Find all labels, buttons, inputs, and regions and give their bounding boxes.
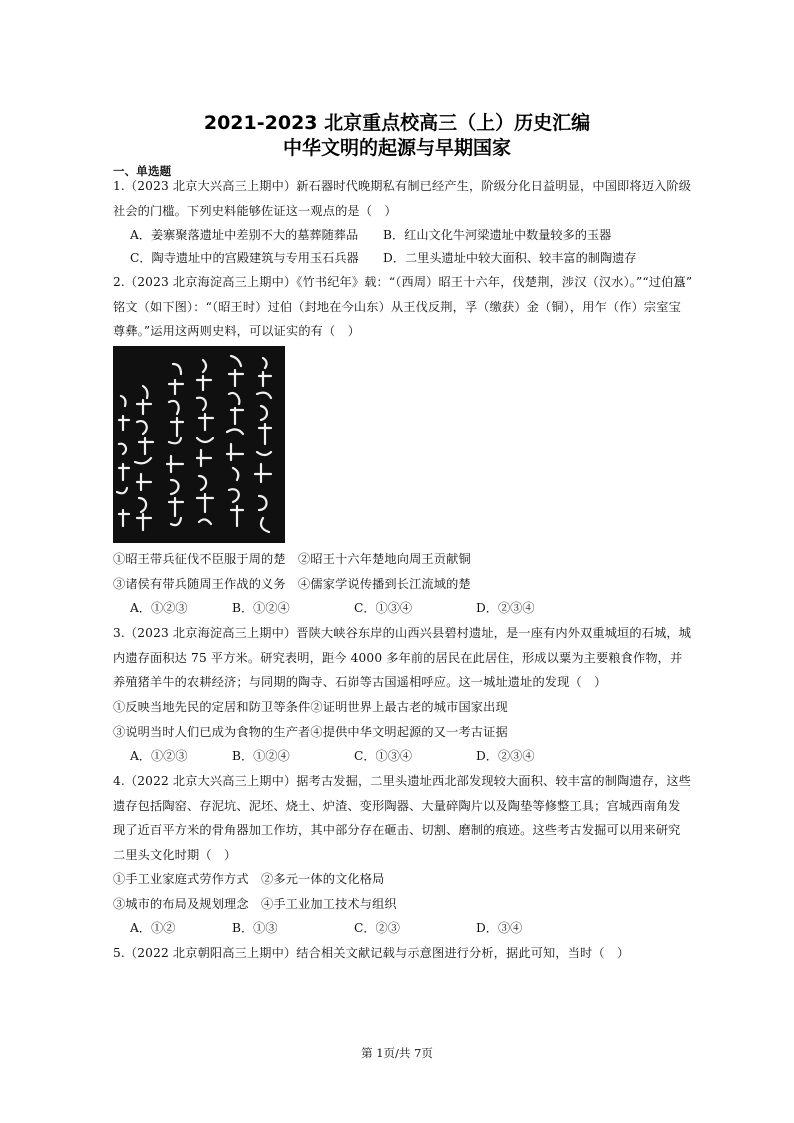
q3-stem-line2: 内遗存面积达 75 平方米。研究表明，距今 4000 多年前的居民在此居住，形成以粟为主要粮食作物，并: [113, 651, 683, 665]
document-subtitle: 中华文明的起源与早期国家: [282, 137, 511, 159]
section-label: 一、单选题: [113, 164, 172, 178]
q4-option-b: B．①③: [232, 921, 278, 935]
q3-stem-line3: 养殖猪羊牛的农耕经济；与同期的陶寺、石峁等古国遥相呼应。这一城址遗址的发现（ ）: [113, 675, 607, 689]
q1-option-a: A．姜寨聚落遗址中差别不大的墓葬随葬品: [130, 228, 359, 242]
q3-option-b: B．①②④: [232, 749, 290, 763]
q1-option-d: D．二里头遗址中较大面积、较丰富的制陶遗存: [383, 251, 637, 265]
q3-option-a: A．①②③: [130, 749, 188, 763]
q2-statements-line2: ③诸侯有带兵随周王作战的义务 ④儒家学说传播到长江流域的楚: [113, 577, 471, 591]
bronze-inscription-rubbing-image: [113, 346, 285, 543]
q4-option-d: D．③④: [476, 921, 523, 935]
q4-statements-line2: ③城市的布局及规划理念 ④手工业加工技术与组织: [113, 897, 397, 911]
document-title: 2021-2023 北京重点校高三（上）历史汇编: [203, 112, 591, 134]
q5-stem-line1: 5.（2022 北京朝阳高三上期中）结合相关文献记载与示意图进行分析，据此可知，当时（ ）: [113, 946, 630, 960]
q3-option-c: C．①③④: [354, 749, 413, 763]
q3-statements-line1: ①反映当地先民的定居和防卫等条件②证明世界上最古老的城市国家出现: [113, 700, 508, 714]
page-number: 第 1页/共 7页: [361, 1046, 433, 1060]
q4-stem-line4: 二里头文化时期（ ）: [113, 848, 237, 862]
q4-stem-line1: 4.（2022 北京大兴高三上期中）据考古发掘，二里头遗址西北部发现较大面积、较丰富的制陶遗存，这些: [113, 774, 692, 788]
q2-statements-line1: ①昭王带兵征伐不臣服于周的楚 ②昭王十六年楚地向周王贡献铜: [113, 552, 471, 566]
q2-option-b: B．①②④: [232, 601, 290, 615]
inscription-rubbing-graphic: [113, 346, 285, 543]
q1-option-c: C．陶寺遗址中的宫殿建筑与专用玉石兵器: [130, 251, 359, 265]
q1-option-b: B．红山文化牛河梁遗址中数量较多的玉器: [383, 228, 612, 242]
q1-stem-line1: 1.（2023 北京大兴高三上期中）新石器时代晚期私有制已经产生，阶级分化日益明显，中国即将迈入阶级: [113, 179, 692, 193]
q4-stem-line2: 遗存包括陶窑、存泥坑、泥坯、烧土、炉渣、变形陶器、大量碎陶片以及陶垫等修整工具；宫城西南角发: [113, 799, 681, 813]
q4-option-a: A．①②: [130, 921, 176, 935]
q4-option-c: C．②③: [354, 921, 400, 935]
q4-statements-line1: ①手工业家庭式劳作方式 ②多元一体的文化格局: [113, 872, 385, 886]
q3-statements-line2: ③说明当时人们已成为食物的生产者④提供中华文明起源的又一考古证据: [113, 725, 508, 739]
q2-option-c: C．①③④: [354, 601, 413, 615]
q3-option-d: D．②③④: [476, 749, 535, 763]
q2-stem-line3: 尊彝。”运用这两则史料，可以证实的有（ ）: [113, 324, 361, 338]
q1-stem-line2: 社会的门槛。下列史料能够佐证这一观点的是（ ）: [113, 204, 397, 218]
q2-option-d: D．②③④: [476, 601, 535, 615]
q3-stem-line1: 3.（2023 北京海淀高三上期中）晋陕大峡谷东岸的山西兴县碧村遗址，是一座有内外双重城垣的石城，城: [113, 626, 692, 640]
q4-stem-line3: 现了近百平方米的骨角器加工作坊，其中部分存在砸击、切割、磨制的痕迹。这些考古发掘可以用来研究: [113, 823, 681, 837]
q2-stem-line2: 铭文（如下图）：“（昭王时）过伯（封地在今山东）从王伐反荆，孚（缴获）金（铜），用乍（作）宗室宝: [113, 300, 681, 314]
q2-stem-line1: 2.（2023 北京海淀高三上期中）《竹书纪年》载：“（西周）昭王十六年，伐楚荆，涉汉（汉水）。”“过伯簋”: [113, 275, 693, 289]
q2-option-a: A．①②③: [130, 601, 188, 615]
